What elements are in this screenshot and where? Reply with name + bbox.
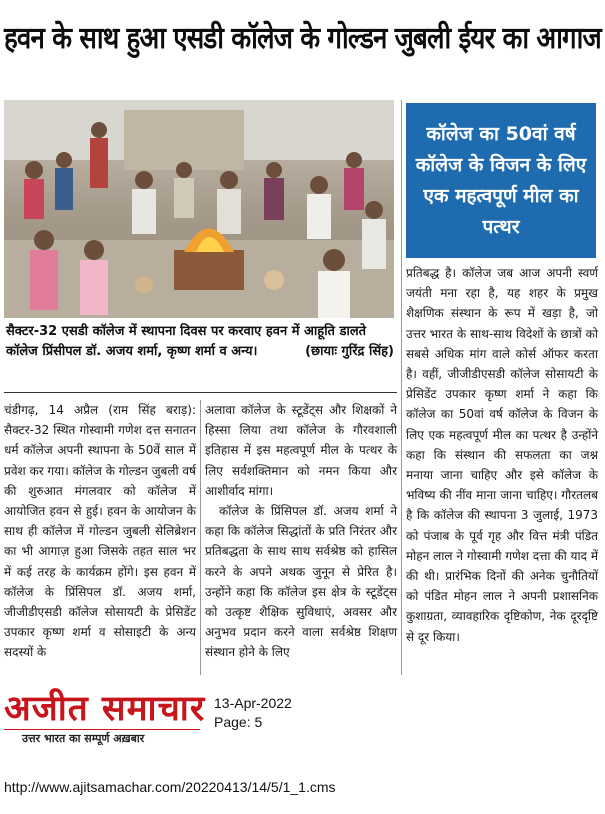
headline: हवन के साथ हुआ एसडी कॉलेज के गोल्डन जुबली ईयर का आगाज bbox=[4, 21, 601, 56]
photo-caption bbox=[6, 322, 394, 362]
masthead-tagline: उत्तर भारत का सम्पूर्ण अख़बार bbox=[22, 732, 145, 745]
paragraph: अलावा कॉलेज के स्टूडेंट्स और शिक्षकों ने हिस्सा लिया तथा कॉलेज के गौरवशाली इतिहास में इस महत्वपूर्ण मील के पत्थर के लिए सर्वशक्तिमान को नमन किया और आशीर्वाद मांगा। bbox=[205, 403, 397, 498]
paragraph: प्रतिबद्ध है। कॉलेज जब आज अपनी स्वर्ण जयंती मना रहा है, यह शहर के प्रमुख शैक्षणिक संस्थान के रूप में खड़ा है, जो उत्तर भारत के साथ-साथ विदेशों के छात्रों को सबसे अधिक मांग वाले कोर्स ऑफर करता है। वहीं, जीजीडीएसडी कॉलेज सोसायटी के प्रेसिडेंट उपकार कृष्ण शर्मा ने कहा कि कॉलेज का 50वां वर्ष कॉलेज के विजन के लिए एक महत्वपूर्ण मील का पत्थर है उन्होंने कहा कि संस्थान की सफलता का जश्न मनाया जाना चाहिए और इसे कॉलेज के भविष्य की नींव माना जाना चाहिए। गौरतलब है कि कॉलेज की स्थापना 3 जुलाई, 1973 को पंजाब के पूर्व गृह और वित्त मंत्री पंडित मोहन लाल ने गोस्वामी गणेश दत्ता की याद में की थी। प्रारंभिक दिनों की अनेक चुनौतियों को पंडित मोहन लाल ने अपनी प्रशासनिक कुशाग्रता, व्यावहारिक दृष्टिकोण, नेक दूरदृष्टि से दूर किया। bbox=[406, 266, 598, 644]
pull-quote-text: कॉलेज का 50वां वर्ष कॉलेज के विजन के लिए एक महत्वपूर्ण मील का पत्थर bbox=[415, 122, 587, 238]
paragraph: चंडीगढ़, 14 अप्रैल (राम सिंह बराड़): सैक्टर-32 स्थित गोस्वामी गणेश दत्त सनातन धर्म कॉलेज अपनी स्थापना के 50वें साल में प्रवेश कर गया। कॉलेज के गोल्डन जुबली वर्ष की शुरुआत मंगलवार को कॉलेज में आयोजित हवन से हुई। हवन के आयोजन के साथ ही कॉलेज में गोल्डन जुबली सेलिब्रेशन का भी आगाज़ हुआ जिसके तहत साल भर में कई तरह के कार्यक्रम होंगे। इस हवन में कॉलेज के प्रिंसिपल डॉ. अजय शर्मा, जीजीडीएसडी कॉलेज सोसायटी के प्रेसिडेंट उपकार कृष्ण शर्मा व सोसाइटी के अन्य सदस्यों के bbox=[4, 403, 196, 660]
masthead-logo: अजीत समाचार bbox=[4, 688, 206, 729]
article-column-2 bbox=[205, 400, 397, 663]
column-divider bbox=[401, 100, 402, 675]
havan-ceremony-photo bbox=[4, 100, 394, 318]
caption-text: सैक्टर-32 एसडी कॉलेज में स्थापना दिवस पर करवाए हवन में आहूति डालते कॉलेज प्रिंसीपल डॉ. अजय शर्मा, कृष्ण शर्मा व अन्य। bbox=[6, 324, 367, 359]
news-photo bbox=[4, 100, 394, 318]
pull-quote bbox=[406, 103, 596, 258]
caption-divider bbox=[4, 392, 397, 393]
article-column-3 bbox=[406, 263, 598, 647]
article-column-1 bbox=[4, 400, 196, 663]
source-url[interactable]: http://www.ajitsamachar.com/20220413/14/5/1_1.cms bbox=[4, 779, 336, 795]
publish-date: 13-Apr-2022 bbox=[214, 695, 292, 711]
photo-credit: (छायाः गुरिंद्र सिंह) bbox=[305, 344, 394, 359]
masthead-rule bbox=[4, 729, 200, 730]
page-number: Page: 5 bbox=[214, 714, 263, 730]
paragraph: कॉलेज के प्रिंसिपल डॉ. अजय शर्मा ने कहा कि कॉलेज सिद्धांतों के प्रति निरंतर और प्रतिबद्धता के साथ साथ सर्वश्रेष्ठ को हासिल करने के अपने अथक जुनून से प्रेरित है। उन्होंने कहा कि कॉलेज इस क्षेत्र के स्टूडेंट्स को उत्कृष्ट शैक्षिक सुविधाएं, अवसर और अनुभव प्रदान करने वाला सर्वश्रेष्ठ शिक्षण संस्थान होने के लिए bbox=[205, 504, 397, 660]
column-divider bbox=[200, 400, 201, 675]
